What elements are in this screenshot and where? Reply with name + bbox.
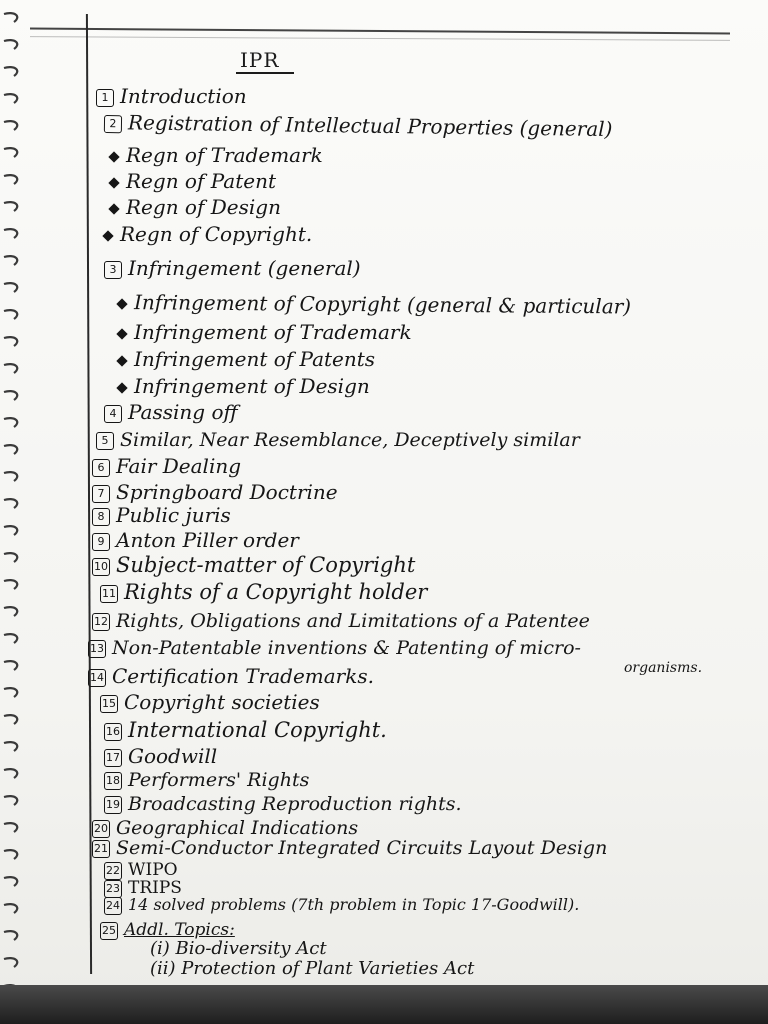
list-subitem [118, 320, 412, 344]
list-item [100, 690, 320, 714]
list-item [92, 609, 590, 633]
item-text: Springboard Doctrine [116, 480, 338, 504]
item-number: 2 [104, 115, 122, 133]
spiral-hook [4, 958, 17, 967]
spiral-hook [4, 256, 17, 265]
item-number: 10 [92, 558, 110, 576]
spiral-hook [4, 418, 17, 427]
item-text: Subject-matter of Copyright [116, 553, 416, 577]
list-item [88, 664, 374, 688]
item-number: 24 [104, 897, 122, 915]
list-item [92, 503, 231, 527]
spiral-hook [4, 742, 17, 751]
item-text: Infringement (general) [128, 256, 361, 280]
item-number: 16 [104, 723, 122, 741]
item-text: Rights of a Copyright holder [124, 580, 428, 604]
item-number: 8 [92, 508, 110, 526]
spiral-hook [4, 688, 17, 697]
spiral-hook [4, 931, 17, 940]
title-underline [236, 72, 294, 74]
spiral-hook [4, 472, 17, 481]
item-text: Registration of Intellectual Properties (general) [127, 110, 613, 142]
item-number: 19 [104, 796, 122, 814]
bullet-icon [116, 298, 127, 309]
item-text: Infringement of Patents [134, 347, 376, 371]
item-text: Regn of Design [126, 195, 281, 219]
list-item [96, 84, 247, 108]
item-text: Passing off [128, 400, 238, 424]
list-item [92, 480, 338, 504]
spiral-hook [4, 364, 17, 373]
item-text: Certification Trademarks. [112, 664, 374, 688]
item-number: 12 [92, 613, 110, 631]
item-text: International Copyright. [128, 718, 387, 742]
header-rule [30, 28, 730, 35]
spiral-hook [4, 391, 17, 400]
bullet-icon [102, 230, 113, 241]
spiral-hook [4, 769, 17, 778]
list-item [104, 256, 361, 280]
spiral-hook [4, 580, 17, 589]
desk-surface [0, 985, 768, 1024]
list-item [104, 400, 238, 424]
item-number: 23 [104, 880, 122, 898]
item-number: 18 [104, 772, 122, 790]
spiral-hook [4, 310, 17, 319]
list-item [104, 792, 462, 816]
item-number: 22 [104, 862, 122, 880]
item-number: 1 [96, 89, 114, 107]
list-subitem [110, 143, 323, 167]
item-text: Introduction [120, 84, 247, 108]
bullet-icon [116, 382, 127, 393]
item-text: Public juris [116, 503, 231, 527]
list-item [104, 110, 613, 141]
spiral-hook [4, 634, 17, 643]
item-text: Addl. Topics: [124, 920, 235, 940]
list-subitem [118, 290, 631, 318]
item-number: 14 [88, 669, 106, 687]
spiral-hook [4, 715, 17, 724]
bullet-icon [108, 151, 119, 162]
item-text: Regn of Copyright. [120, 222, 313, 246]
spiral-hook [4, 796, 17, 805]
item-text: WIPO [128, 860, 178, 880]
spiral-binding [0, 0, 30, 1000]
list-item [92, 836, 607, 860]
spiral-hook [4, 877, 17, 886]
item-number: 13 [88, 640, 106, 658]
list-item [104, 768, 309, 792]
spiral-hook [4, 283, 17, 292]
spiral-hook [4, 337, 17, 346]
item-number: 25 [100, 922, 118, 940]
spiral-hook [4, 904, 17, 913]
list-subitem [110, 169, 276, 193]
item-number: 20 [92, 820, 110, 838]
item-number: 5 [96, 432, 114, 450]
spiral-hook [4, 823, 17, 832]
bullet-icon [116, 328, 127, 339]
list-item [92, 553, 415, 577]
spiral-hook [4, 121, 17, 130]
item-number: 9 [92, 533, 110, 551]
item-text: Regn of Patent [126, 169, 277, 193]
item-text: Fair Dealing [116, 454, 242, 478]
item-number: 3 [104, 261, 122, 279]
list-item [92, 454, 241, 478]
item-number: 15 [100, 695, 118, 713]
item-number: 11 [100, 585, 118, 603]
item-text: Infringement of Copyright (general & particular) [133, 290, 632, 319]
list-subitem [110, 195, 281, 219]
item-number: 6 [92, 459, 110, 477]
list-subitem [104, 222, 312, 246]
item-text: Infringement of Trademark [134, 320, 412, 344]
item-text: Semi-Conductor Integrated Circuits Layout Design [116, 837, 608, 859]
spiral-hook [4, 202, 17, 211]
item-text: Geographical Indications [116, 817, 359, 839]
item-text: Infringement of Design [134, 374, 370, 398]
item-text: Performers' Rights [128, 769, 310, 791]
item-text: Similar, Near Resemblance, Deceptively similar [120, 429, 580, 451]
spiral-hook [4, 607, 17, 616]
list-item [100, 580, 427, 604]
spiral-hook [4, 850, 17, 859]
list-subitem [118, 347, 375, 371]
spiral-hook [4, 445, 17, 454]
item-text: Rights, Obligations and Limitations of a Patentee [116, 610, 590, 632]
spiral-hook [4, 526, 17, 535]
item-text: (i) Bio-diversity Act [150, 938, 327, 959]
bullet-icon [108, 203, 119, 214]
item-text: 14 solved problems (7th problem in Topic 17-Goodwill). [128, 895, 580, 914]
item-text: (ii) Protection of Plant Varieties Act [150, 958, 475, 979]
item-text: Goodwill [128, 744, 218, 768]
page-title: IPR [240, 48, 280, 72]
spiral-hook [4, 94, 17, 103]
item-text: TRIPS [128, 878, 182, 898]
list-item [88, 636, 581, 660]
item-number: 21 [92, 840, 110, 858]
item-text: Anton Piller order [116, 528, 299, 552]
spiral-hook [4, 553, 17, 562]
list-item [104, 893, 579, 917]
item-text: Broadcasting Reproduction rights. [128, 793, 462, 815]
spiral-hook [4, 175, 17, 184]
list-subitem [150, 957, 474, 981]
item-text: organisms. [624, 660, 703, 676]
bullet-icon [116, 355, 127, 366]
spiral-hook [4, 499, 17, 508]
list-item [92, 528, 299, 552]
item-text: Copyright societies [124, 690, 320, 714]
item-number: 17 [104, 749, 122, 767]
item-text: Regn of Trademark [126, 143, 323, 167]
list-subitem [118, 374, 370, 398]
bullet-icon [108, 177, 119, 188]
list-item-continuation [624, 656, 702, 680]
spiral-hook [4, 148, 17, 157]
spiral-hook [4, 67, 17, 76]
item-text: Non-Patentable inventions & Patenting of micro- [112, 637, 581, 659]
list-item [104, 718, 387, 742]
list-item [104, 744, 217, 768]
spiral-hook [4, 13, 17, 22]
list-item [96, 428, 580, 452]
spiral-hook [4, 40, 17, 49]
header-rule-faint [30, 36, 730, 41]
item-number: 7 [92, 485, 110, 503]
item-number: 4 [104, 405, 122, 423]
spiral-hook [4, 661, 17, 670]
spiral-hook [4, 229, 17, 238]
